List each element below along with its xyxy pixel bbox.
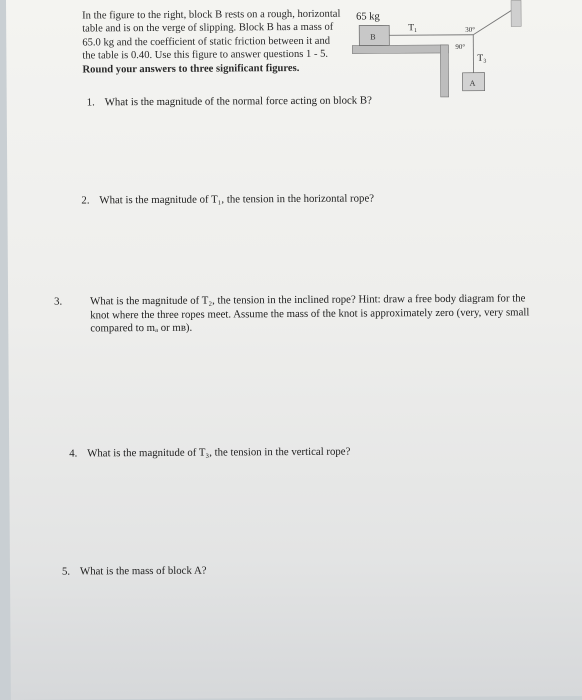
question-5 [62,564,362,580]
angle-30-label: 30° [465,25,476,34]
table [352,45,448,54]
question-4 [69,445,489,462]
physics-figure [348,0,569,100]
question-text: What is the magnitude of the normal force acting on block B? [104,94,372,109]
intro-bold-instruction: Round your answers to three significant figures. [82,62,300,76]
t3-label: T₃ [477,53,487,64]
question-text: What is the magnitude of T₁, the tension in the horizontal rope? [99,192,375,207]
question-3 [54,292,546,336]
ceiling [511,0,521,26]
question-number: 3. [54,295,63,308]
question-number: 4. [69,447,78,460]
question-2 [81,192,501,209]
angle-90-label: 90° [455,42,466,51]
block-b-label: B [370,32,376,42]
question-number: 1. [86,96,95,109]
mass-label: 65 kg [356,11,380,23]
rope-t2 [473,7,516,34]
question-1 [87,94,447,110]
question-number: 2. [81,194,90,207]
question-text: What is the magnitude of T₃, the tension in the vertical rope? [87,445,351,460]
table-leg [440,45,448,97]
t1-label: T₁ [408,23,418,34]
intro-paragraph [82,8,344,77]
block-a-label: A [469,78,476,88]
intro-text: In the figure to the right, block B rests on a rough, horizontal table and is on the verge of slipping. Block B has a mass of 65.0 kg and the coefficient of static friction between it and the table is 0.40. Use this figure to answer questions 1 - 5. [82,8,341,62]
question-text: What is the mass of block A? [79,564,207,578]
worksheet-page [6,0,582,700]
rope-t1 [389,35,473,36]
question-number: 5. [61,565,71,578]
question-text: What is the magnitude of T₂, the tension in the inclined rope? Hint: draw a free body diagram for the knot where the three ropes meet. Assume the mass of the knot is approximately zero (very, very small compared to mₐ or mʙ). [90,292,530,335]
